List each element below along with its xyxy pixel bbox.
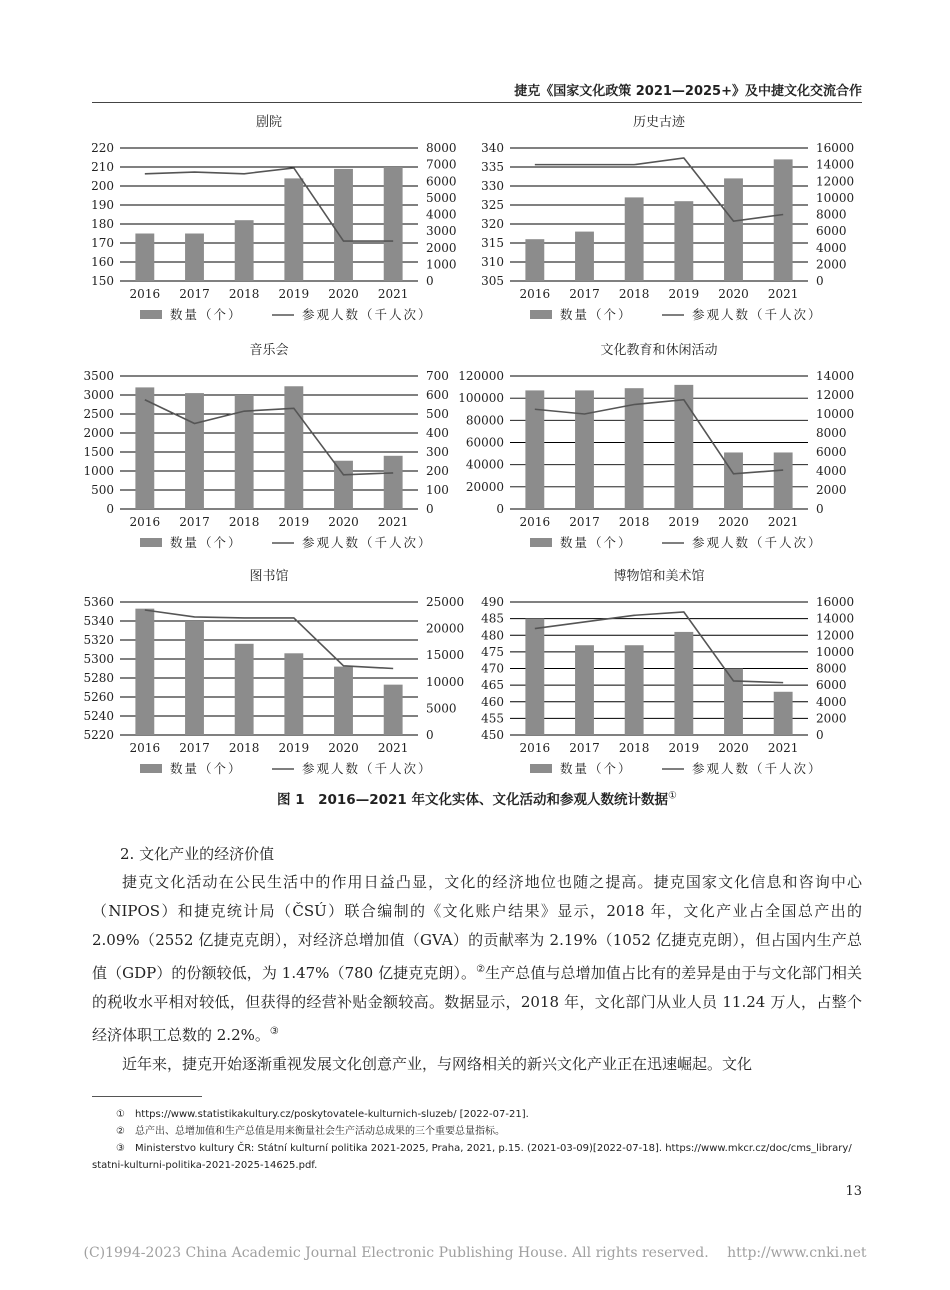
chart-svg [60, 562, 500, 787]
right-axis-tick-label: 8000 [816, 426, 847, 440]
left-axis-tick-label: 0 [106, 502, 114, 516]
x-tick-label: 2021 [377, 287, 409, 301]
right-axis-tick-label: 6000 [816, 678, 847, 693]
line-series [145, 400, 393, 475]
left-axis-tick-label: 60000 [465, 435, 504, 450]
right-axis-tick-label: 2000 [816, 483, 847, 497]
bar [334, 667, 353, 735]
bar [674, 201, 693, 281]
legend-line-label: 参观人数（千人次） [302, 307, 433, 322]
left-axis-tick-label: 460 [481, 694, 504, 709]
chart-theatres [60, 108, 500, 333]
bar [334, 461, 353, 509]
left-axis-tick-label: 3500 [83, 369, 114, 383]
x-tick-label: 2021 [377, 741, 409, 755]
legend-line-label: 参观人数（千人次） [302, 761, 433, 776]
chart-svg [450, 336, 890, 561]
left-axis-tick-label: 310 [481, 255, 504, 269]
left-axis-tick-label: 455 [481, 711, 504, 726]
x-tick-label: 2018 [618, 741, 650, 755]
left-axis-tick-label: 0 [496, 502, 504, 516]
line-series [535, 158, 783, 221]
right-axis-tick-label: 1000 [426, 257, 457, 272]
x-tick-label: 2016 [129, 741, 161, 755]
right-axis-tick-label: 12000 [816, 628, 855, 643]
left-axis-tick-label: 120000 [458, 369, 504, 383]
bar [235, 220, 254, 281]
paragraph-2: 近年来，捷克开始逐渐重视发展文化创意产业，与网络相关的新兴文化产业正在迅速崛起。文化 [122, 1055, 753, 1073]
right-axis-tick-label: 5000 [426, 701, 457, 716]
footnote-2: ② 总产出、总增加值和生产总值是用来衡量社会生产活动总成果的三个重要总量指标。 [116, 1126, 505, 1137]
x-tick-label: 2021 [767, 741, 799, 755]
chart-historic-monuments [450, 108, 890, 333]
bar [235, 644, 254, 735]
bar [135, 387, 154, 509]
chart-concerts [60, 336, 500, 561]
left-axis-tick-label: 330 [481, 179, 504, 193]
right-axis-tick-label: 4000 [816, 464, 847, 478]
chart-title: 历史古迹 [632, 115, 686, 130]
left-axis-tick-label: 465 [481, 678, 504, 693]
bar [334, 169, 353, 281]
line-series [145, 610, 393, 669]
figure-label: 图 1 [277, 792, 305, 808]
right-axis-tick-label: 6000 [816, 445, 847, 459]
right-axis-tick-label: 10000 [426, 674, 465, 689]
section-heading: 2. 文化产业的经济价值 [120, 845, 275, 863]
legend-bar-swatch [530, 310, 552, 319]
legend-bar-label: 数量（个） [560, 535, 633, 550]
bar [384, 456, 403, 509]
left-axis-tick-label: 325 [481, 198, 504, 212]
bar [575, 390, 594, 509]
left-axis-tick-label: 220 [91, 141, 114, 155]
paragraph-1 [92, 868, 862, 1050]
right-axis-tick-label: 100 [426, 483, 449, 497]
footnote-mark-2: ② [476, 964, 486, 975]
left-axis-tick-label: 160 [91, 255, 114, 269]
right-axis-tick-label: 12000 [816, 388, 855, 402]
bar [525, 390, 544, 509]
left-axis-tick-label: 500 [91, 483, 114, 497]
left-axis-tick-label: 5320 [83, 633, 114, 647]
legend-bar-swatch [530, 538, 552, 547]
bar [575, 232, 594, 281]
right-axis-tick-label: 0 [426, 274, 434, 288]
x-tick-label: 2016 [519, 287, 551, 301]
left-axis-tick-label: 170 [91, 236, 114, 250]
left-axis-tick-label: 1500 [83, 445, 114, 459]
left-axis-tick-label: 305 [481, 274, 504, 288]
legend-line-label: 参观人数（千人次） [692, 761, 823, 776]
bar [284, 178, 303, 281]
left-axis-tick-label: 5300 [83, 652, 114, 666]
legend-line-label: 参观人数（千人次） [302, 535, 433, 550]
chart-title: 文化教育和休闲活动 [600, 343, 718, 358]
legend-bar-label: 数量（个） [560, 307, 633, 322]
left-axis-tick-label: 470 [481, 661, 504, 676]
line-series [535, 612, 783, 683]
x-tick-label: 2016 [519, 741, 551, 755]
left-axis-tick-label: 190 [91, 198, 114, 212]
x-tick-label: 2020 [328, 287, 359, 301]
left-axis-tick-label: 5340 [83, 614, 114, 628]
right-axis-tick-label: 0 [426, 728, 434, 742]
x-tick-label: 2016 [129, 515, 161, 529]
x-tick-label: 2019 [278, 741, 310, 755]
x-tick-label: 2019 [668, 287, 700, 301]
right-axis-tick-label: 400 [426, 426, 449, 440]
x-tick-label: 2016 [129, 287, 161, 301]
legend-bar-swatch [140, 764, 162, 773]
x-tick-label: 2020 [328, 741, 359, 755]
bar [525, 239, 544, 281]
right-axis-tick-label: 5000 [426, 190, 457, 205]
bar [284, 653, 303, 735]
right-axis-tick-label: 16000 [816, 141, 855, 155]
x-tick-label: 2019 [668, 515, 700, 529]
legend-bar-swatch [140, 538, 162, 547]
left-axis-tick-label: 3000 [83, 388, 114, 402]
line-series [145, 168, 393, 241]
right-axis-tick-label: 2000 [426, 240, 457, 255]
right-axis-tick-label: 300 [426, 445, 449, 459]
right-axis-tick-label: 12000 [816, 174, 855, 189]
right-axis-tick-label: 14000 [816, 369, 855, 383]
chart-title: 图书馆 [249, 569, 289, 584]
legend-bar-label: 数量（个） [170, 307, 243, 322]
bar [625, 197, 644, 281]
left-axis-tick-label: 320 [481, 217, 504, 231]
right-axis-tick-label: 6000 [426, 174, 457, 189]
left-axis-tick-label: 480 [481, 628, 504, 643]
figure-caption-text: 2016—2021 年文化实体、文化活动和参观人数统计数据 [318, 792, 668, 808]
legend-bar-label: 数量（个） [170, 535, 243, 550]
right-axis-tick-label: 200 [426, 464, 449, 478]
left-axis-tick-label: 210 [91, 160, 114, 174]
x-tick-label: 2020 [718, 741, 749, 755]
x-tick-label: 2017 [569, 287, 600, 301]
chart-svg [60, 108, 500, 333]
line-series [535, 400, 783, 474]
right-axis-tick-label: 4000 [426, 207, 457, 222]
left-axis-tick-label: 450 [481, 728, 504, 742]
chart-title: 博物馆和美术馆 [613, 569, 705, 584]
right-axis-tick-label: 10000 [816, 407, 855, 421]
right-axis-tick-label: 0 [816, 502, 824, 516]
x-tick-label: 2017 [569, 515, 600, 529]
right-axis-tick-label: 15000 [426, 648, 465, 663]
right-axis-tick-label: 16000 [816, 595, 855, 609]
bar [674, 385, 693, 509]
right-axis-tick-label: 7000 [426, 157, 457, 172]
bar [135, 609, 154, 735]
body-text [92, 868, 862, 1079]
bar [724, 178, 743, 281]
x-tick-label: 2020 [718, 287, 749, 301]
bar [185, 621, 204, 735]
bar [674, 632, 693, 735]
right-axis-tick-label: 8000 [426, 141, 457, 155]
footnote-3: ③ Ministerstvo kultury ČR: Státní kulturní politika 2021-2025, Praha, 2021, p.15. (2021-03-09)[2022-07-18]. https://www.mkcr.cz/doc/cms_library/ [116, 1143, 852, 1154]
bar [774, 692, 793, 735]
x-tick-label: 2019 [278, 515, 310, 529]
bar [284, 386, 303, 509]
right-axis-tick-label: 14000 [816, 157, 855, 172]
bar [625, 645, 644, 735]
footnote-1: ① https://www.statistikakultury.cz/poskytovatele-kulturnich-sluzeb/ [2022-07-21]. [116, 1109, 529, 1120]
bar [575, 645, 594, 735]
left-axis-tick-label: 1000 [83, 464, 114, 478]
x-tick-label: 2018 [228, 287, 260, 301]
legend-bar-label: 数量（个） [170, 761, 243, 776]
bar [774, 452, 793, 509]
right-axis-tick-label: 2000 [816, 711, 847, 726]
chart-museums-galleries [450, 562, 890, 787]
bar [185, 393, 204, 509]
header-rule [92, 102, 862, 103]
left-axis-tick-label: 340 [481, 141, 504, 155]
left-axis-tick-label: 5360 [83, 595, 114, 609]
legend-bar-swatch [530, 764, 552, 773]
x-tick-label: 2017 [179, 287, 210, 301]
x-tick-label: 2020 [328, 515, 359, 529]
right-axis-tick-label: 2000 [816, 257, 847, 272]
left-axis-tick-label: 475 [481, 644, 504, 659]
footnotes [92, 1106, 862, 1174]
bar [724, 452, 743, 509]
bar [525, 619, 544, 735]
x-tick-label: 2018 [618, 287, 650, 301]
bar [774, 159, 793, 281]
right-axis-tick-label: 4000 [816, 240, 847, 255]
footnote-mark-3: ③ [269, 1026, 279, 1037]
chart-libraries [60, 562, 500, 787]
chart-title: 剧院 [255, 115, 283, 130]
legend-line-label: 参观人数（千人次） [692, 307, 823, 322]
right-axis-tick-label: 4000 [816, 694, 847, 709]
x-tick-label: 2020 [718, 515, 749, 529]
x-tick-label: 2021 [377, 515, 409, 529]
left-axis-tick-label: 335 [481, 160, 504, 174]
right-axis-tick-label: 10000 [816, 190, 855, 205]
right-axis-tick-label: 700 [426, 369, 449, 383]
right-axis-tick-label: 8000 [816, 207, 847, 222]
right-axis-tick-label: 0 [816, 728, 824, 742]
x-tick-label: 2018 [228, 515, 260, 529]
x-tick-label: 2019 [668, 741, 700, 755]
right-axis-tick-label: 20000 [426, 621, 465, 636]
figure-note-mark: ① [667, 790, 677, 802]
chart-svg [60, 336, 500, 561]
x-tick-label: 2018 [618, 515, 650, 529]
x-tick-label: 2021 [767, 287, 799, 301]
running-header: 捷克《国家文化政策 2021—2025+》及中捷文化交流合作 [514, 84, 862, 99]
right-axis-tick-label: 6000 [816, 224, 847, 239]
right-axis-tick-label: 8000 [816, 661, 847, 676]
copyright-notice: (C)1994-2023 China Academic Journal Electronic Publishing House. All rights reserved. http://www.cnki.net [83, 1245, 867, 1261]
left-axis-tick-label: 200 [91, 179, 114, 193]
x-tick-label: 2019 [278, 287, 310, 301]
left-axis-tick-label: 100000 [458, 391, 504, 406]
right-axis-tick-label: 14000 [816, 611, 855, 626]
x-tick-label: 2016 [519, 515, 551, 529]
right-axis-tick-label: 3000 [426, 224, 457, 239]
page-number: 13 [845, 1184, 862, 1199]
left-axis-tick-label: 5260 [83, 690, 114, 704]
right-axis-tick-label: 10000 [816, 644, 855, 659]
left-axis-tick-label: 2500 [83, 407, 114, 421]
left-axis-tick-label: 5280 [83, 671, 114, 685]
footnote-3-continued: statni-kulturni-politika-2021-2025-14625.pdf. [92, 1160, 318, 1171]
left-axis-tick-label: 5240 [83, 709, 114, 723]
x-tick-label: 2018 [228, 741, 260, 755]
x-tick-label: 2017 [179, 515, 210, 529]
legend-bar-label: 数量（个） [560, 761, 633, 776]
left-axis-tick-label: 2000 [83, 426, 114, 440]
left-axis-tick-label: 180 [91, 217, 114, 231]
bar [384, 167, 403, 281]
x-tick-label: 2021 [767, 515, 799, 529]
left-axis-tick-label: 150 [91, 274, 114, 288]
bar [724, 669, 743, 736]
chart-title: 音乐会 [249, 343, 289, 358]
chart-svg [450, 108, 890, 333]
x-tick-label: 2017 [569, 741, 600, 755]
bar [135, 234, 154, 282]
right-axis-tick-label: 0 [816, 274, 824, 288]
paragraph-1-text: 捷克文化活动在公民生活中的作用日益凸显，文化的经济地位也随之提高。捷克国家文化信息和咨询中心（NIPOS）和捷克统计局（ČSÚ）联合编制的《文化账户结果》显示，2018 年，文化产业占全国总产出的 2.09%（2552 亿捷克克朗），对经济总增加值（GVA）的贡献率为 2.19%（1052 亿捷克克朗），但占国内生产总值（GDP）的份额较低，为 1.47%（780 亿捷克克朗）。 [92, 873, 862, 982]
figure-caption [92, 788, 862, 808]
footnote-rule [92, 1096, 202, 1097]
right-axis-tick-label: 0 [426, 502, 434, 516]
left-axis-tick-label: 485 [481, 611, 504, 626]
legend-bar-swatch [140, 310, 162, 319]
left-axis-tick-label: 490 [481, 595, 504, 609]
left-axis-tick-label: 5220 [83, 728, 114, 742]
paragraph-1-text-2: 生产总值与总增加值占比有的差异是由于与文化部门相关的税收水平相对较低，但获得的经营补贴金额较高。数据显示，2018 年，文化部门从业人员 11.24 万人，占整个经济体职工总数的 2.2%。 [92, 964, 862, 1044]
left-axis-tick-label: 20000 [465, 479, 504, 494]
x-tick-label: 2017 [179, 741, 210, 755]
right-axis-tick-label: 25000 [426, 595, 465, 609]
right-axis-tick-label: 600 [426, 388, 449, 402]
chart-cultural-education [450, 336, 890, 561]
legend-line-label: 参观人数（千人次） [692, 535, 823, 550]
left-axis-tick-label: 315 [481, 236, 504, 250]
bar [185, 234, 204, 282]
chart-svg [450, 562, 890, 787]
left-axis-tick-label: 40000 [465, 457, 504, 472]
bar [384, 685, 403, 735]
left-axis-tick-label: 80000 [465, 413, 504, 428]
right-axis-tick-label: 500 [426, 407, 449, 421]
